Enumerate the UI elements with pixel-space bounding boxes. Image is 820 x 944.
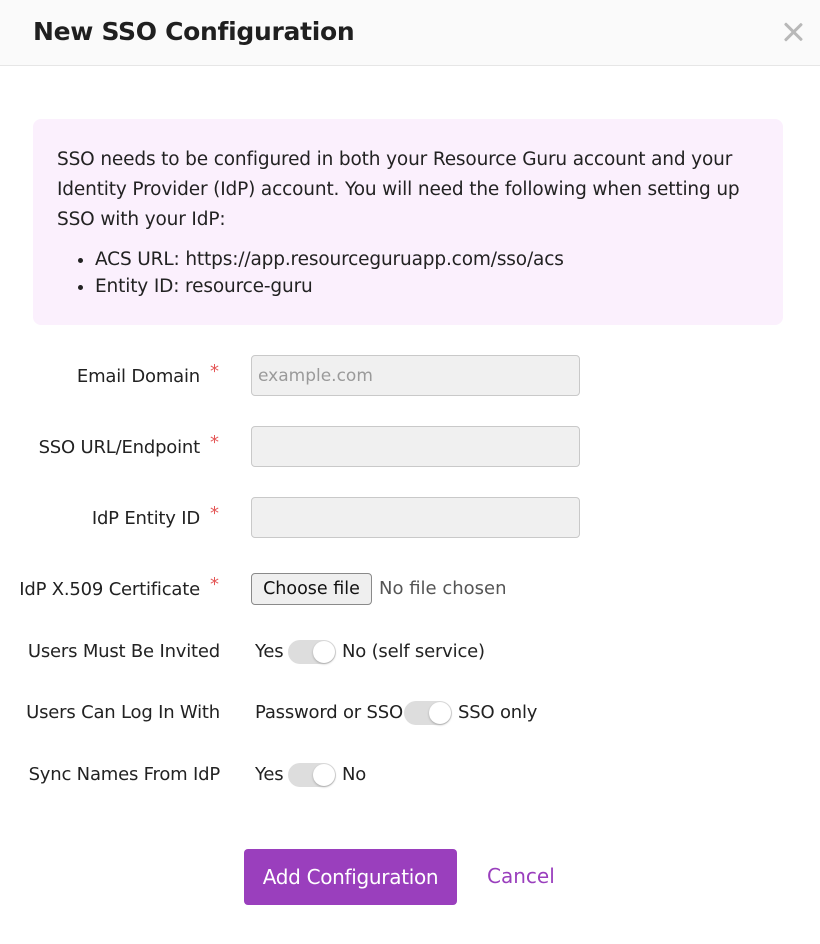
sso-url-label: SSO URL/Endpoint — [38, 437, 200, 458]
required-marker: * — [210, 432, 219, 453]
idp-entity-id-label: IdP Entity ID — [91, 508, 200, 529]
login-sso-only-label: SSO only — [458, 702, 538, 723]
sso-info-box — [33, 119, 783, 325]
email-domain-label: Email Domain — [76, 366, 200, 387]
info-acs-url: • ACS URL: https://app.resourceguruapp.com/sso/acs — [95, 246, 759, 273]
sync-yes-label: Yes — [255, 764, 284, 785]
info-list — [57, 246, 759, 300]
users-must-be-invited-toggle[interactable] — [288, 640, 336, 664]
dialog-header — [0, 0, 820, 66]
required-marker: * — [210, 361, 219, 382]
required-marker: * — [210, 503, 219, 524]
file-status: No file chosen — [379, 578, 507, 599]
close-icon[interactable] — [780, 19, 806, 45]
login-password-or-sso-label: Password or SSO — [255, 702, 403, 723]
choose-file-button[interactable]: Choose file — [251, 573, 372, 605]
invited-no-label: No (self service) — [342, 641, 485, 662]
idp-entity-id-input[interactable] — [251, 497, 580, 538]
users-can-log-in-with-toggle[interactable] — [404, 701, 452, 725]
info-text: SSO needs to be configured in both your Resource Guru account and your Identity Provider (IdP) account. You will need the following when setting up SSO with your IdP: — [57, 149, 740, 230]
add-configuration-button[interactable]: Add Configuration — [244, 849, 457, 905]
email-domain-input[interactable] — [251, 355, 580, 396]
cancel-link[interactable]: Cancel — [487, 864, 555, 888]
sync-names-toggle[interactable] — [288, 763, 336, 787]
toggle-knob — [429, 702, 451, 724]
certificate-label: IdP X.509 Certificate — [19, 579, 200, 600]
toggle-knob — [313, 764, 335, 786]
sync-no-label: No — [342, 764, 367, 785]
users-can-log-in-with-label: Users Can Log In With — [26, 702, 220, 723]
dialog-title: New SSO Configuration — [33, 17, 355, 46]
users-must-be-invited-label: Users Must Be Invited — [27, 641, 220, 662]
sso-url-input[interactable] — [251, 426, 580, 467]
toggle-knob — [313, 641, 335, 663]
sync-names-from-idp-label: Sync Names From IdP — [28, 764, 220, 785]
info-entity-id: • Entity ID: resource-guru — [95, 273, 759, 300]
invited-yes-label: Yes — [255, 641, 284, 662]
required-marker: * — [210, 574, 219, 595]
